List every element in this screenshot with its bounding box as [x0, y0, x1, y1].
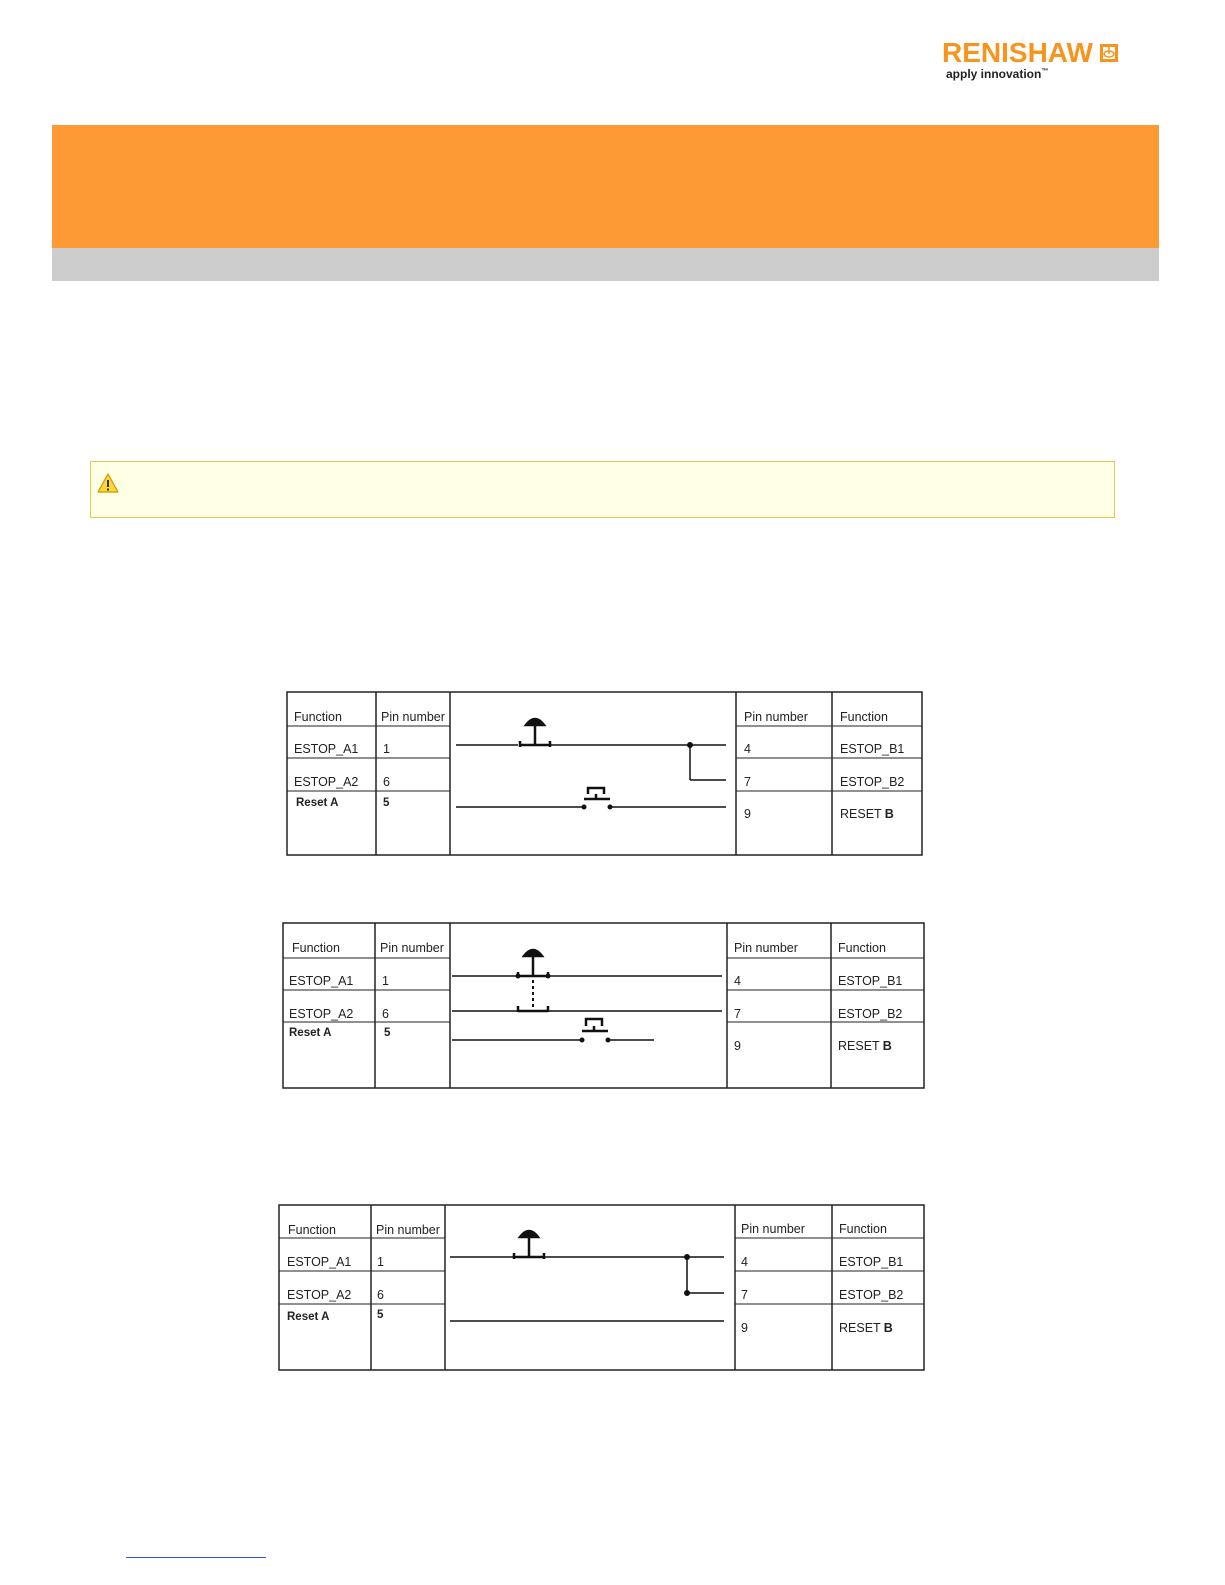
left-function: Reset A [296, 797, 339, 809]
right-function: ESTOP_B1 [840, 742, 905, 756]
estop-switch-icon [514, 1231, 544, 1259]
left-function: ESTOP_A2 [289, 1007, 354, 1021]
left-pin: 1 [382, 974, 389, 988]
left-function: Reset A [287, 1311, 330, 1323]
left-function: ESTOP_A2 [294, 775, 359, 789]
right-pin: 7 [741, 1288, 748, 1302]
estop-switch-icon [518, 950, 548, 1012]
left-pin: 6 [383, 775, 390, 789]
left-function: ESTOP_A1 [289, 974, 354, 988]
left-function: ESTOP_A1 [287, 1255, 352, 1269]
estop-switch-icon [520, 719, 550, 747]
header-right-pin: Pin number [741, 1222, 805, 1236]
left-pin: 1 [377, 1255, 384, 1269]
header-left-pin: Pin number [376, 1223, 440, 1237]
renishaw-logo [942, 37, 1119, 81]
header-left-pin: Pin number [380, 941, 444, 955]
right-function: RESET B [839, 1321, 893, 1335]
left-pin: 6 [377, 1288, 384, 1302]
left-pin: 5 [377, 1309, 384, 1321]
header-left-function: Function [294, 710, 342, 724]
right-pin: 9 [744, 807, 751, 821]
wiring-diagram-2 [282, 922, 926, 1090]
right-pin: 4 [734, 974, 741, 988]
right-pin: 7 [734, 1007, 741, 1021]
right-function: ESTOP_B1 [838, 974, 903, 988]
right-pin: 4 [744, 742, 751, 756]
left-pin: 5 [383, 797, 390, 809]
header-left-function: Function [292, 941, 340, 955]
logo-wordmark: RENISHAW [942, 37, 1093, 68]
header-left-pin: Pin number [381, 710, 445, 724]
right-function: ESTOP_B1 [839, 1255, 904, 1269]
title-banner [52, 125, 1159, 248]
right-function: RESET B [840, 807, 894, 821]
footer-link[interactable] [126, 1557, 266, 1558]
right-pin: 4 [741, 1255, 748, 1269]
circuit-lines [450, 1257, 724, 1321]
warning-triangle-icon [96, 472, 120, 494]
warning-box [90, 461, 1115, 518]
logo-tagline: apply innovation™ [946, 67, 1049, 81]
header-right-pin: Pin number [744, 710, 808, 724]
right-function: ESTOP_B2 [840, 775, 905, 789]
left-pin: 1 [383, 742, 390, 756]
header-right-function: Function [840, 710, 888, 724]
right-pin: 7 [744, 775, 751, 789]
subtitle-bar [52, 248, 1159, 281]
right-function: RESET B [838, 1039, 892, 1053]
renishaw-mark-icon [1099, 43, 1119, 63]
left-function: ESTOP_A2 [287, 1288, 352, 1302]
circuit-lines [456, 745, 726, 807]
reset-pushbutton-icon [584, 788, 610, 799]
left-function: ESTOP_A1 [294, 742, 359, 756]
left-function: Reset A [289, 1027, 332, 1039]
wiring-diagram-3 [278, 1204, 926, 1372]
right-pin: 9 [741, 1321, 748, 1335]
header-right-function: Function [838, 941, 886, 955]
left-pin: 6 [382, 1007, 389, 1021]
header-right-function: Function [839, 1222, 887, 1236]
right-function: ESTOP_B2 [839, 1288, 904, 1302]
right-pin: 9 [734, 1039, 741, 1053]
reset-pushbutton-icon [582, 1019, 608, 1031]
right-function: ESTOP_B2 [838, 1007, 903, 1021]
wiring-diagram-1 [286, 691, 924, 857]
header-left-function: Function [288, 1223, 336, 1237]
left-pin: 5 [384, 1027, 391, 1039]
header-right-pin: Pin number [734, 941, 798, 955]
